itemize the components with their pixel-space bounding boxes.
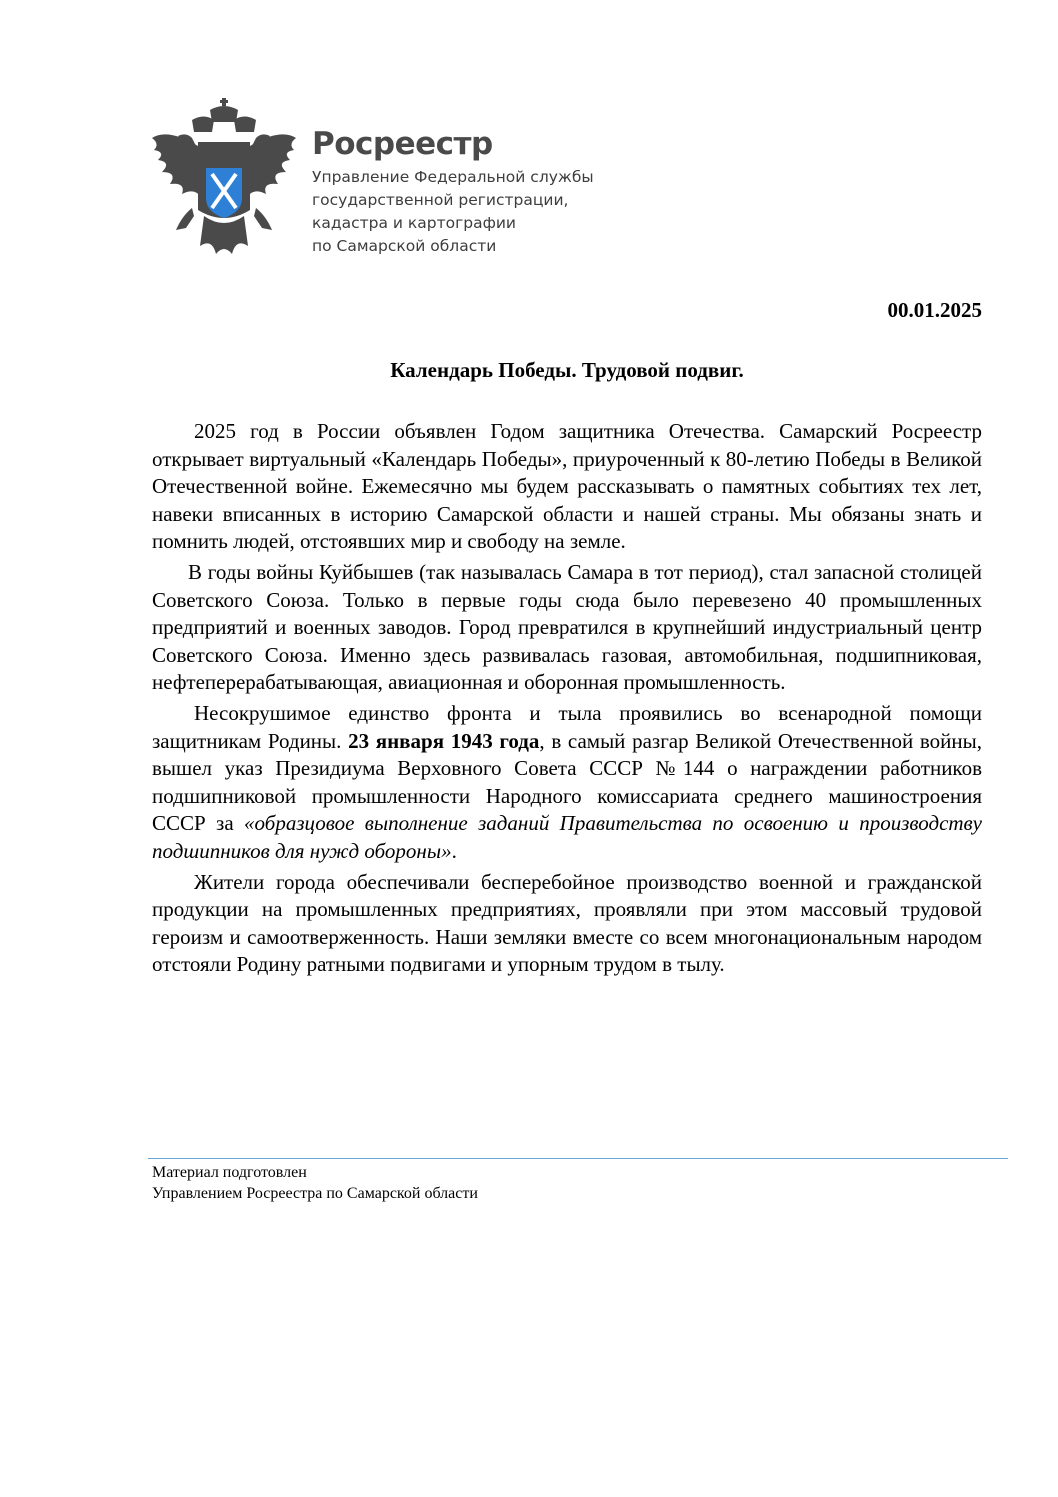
- org-subtitle: [312, 166, 594, 258]
- footer-divider: [148, 1158, 1008, 1159]
- org-subtitle-line: государственной регистрации,: [312, 191, 569, 209]
- paragraph-text: Несокрушимое единство фронта и тыла проявились во всенародной помощи защитникам Родины.: [152, 700, 982, 753]
- document-date: 00.01.2025: [887, 298, 982, 322]
- paragraph: Жители города обеспечивали бесперебойное производство военной и гражданской продукции на промышленных предприятиях, проявляли при этом массовый трудовой героизм и самоотверженность. Наши земляки вместе со всем многонациональным народом отстояли Родину ратными подвигами и упорным трудом в тылу.: [152, 869, 982, 977]
- document-body: [152, 418, 982, 982]
- letterhead: [148, 98, 668, 268]
- document-title: Календарь Победы. Трудовой подвиг.: [390, 358, 744, 382]
- double-headed-eagle-emblem-icon: [148, 98, 300, 264]
- paragraph-text: , в самый разгар Великой Отечественной войны, вышел указ Президиума Верховного Совета СССР №144 о награждении работников подшипниковой промышленности Народного комиссариата среднего машиностроения СССР за: [152, 728, 982, 836]
- decree-quote: «образцовое выполнение заданий Правительства по освоению и производству подшипников для нужд обороны»: [152, 811, 982, 863]
- org-name: Росреестр: [312, 126, 493, 162]
- paragraph-text: .: [451, 838, 457, 863]
- paragraph: [152, 700, 982, 866]
- org-subtitle-line: кадастра и картографии: [312, 214, 516, 232]
- footer: [152, 1162, 478, 1204]
- paragraph: В годы войны Куйбышев (так называлась Самара в тот период), стал запасной столицей Советского Союза. Только в первые годы сюда было перевезено 40 промышленных предприятий и военных заводов. Город превратился в крупнейший индустриальный центр Советского Союза. Именно здесь развивалась газовая, автомобильная, подшипниковая, нефтеперерабатывающая, авиационная и оборонная промышленность.: [152, 559, 982, 695]
- org-subtitle-line: Управление Федеральной службы: [312, 168, 594, 186]
- org-block: [312, 126, 594, 258]
- footer-line: Материал подготовлен: [152, 1164, 307, 1181]
- footer-line: Управлением Росреестра по Самарской области: [152, 1185, 478, 1202]
- org-subtitle-line: по Самарской области: [312, 237, 497, 255]
- paragraph: 2025 год в России объявлен Годом защитника Отечества. Самарский Росреестр открывает виртуальный «Календарь Победы», приуроченный к 80-летию Победы в Великой Отечественной войне. Ежемесячно мы будем рассказывать о памятных событиях тех лет, навеки вписанных в историю Самарской области и нашей страны. Мы обязаны знать и помнить людей, отстоявших мир и свободу на земле.: [152, 419, 982, 554]
- highlighted-date: 23 января 1943 года: [348, 728, 540, 753]
